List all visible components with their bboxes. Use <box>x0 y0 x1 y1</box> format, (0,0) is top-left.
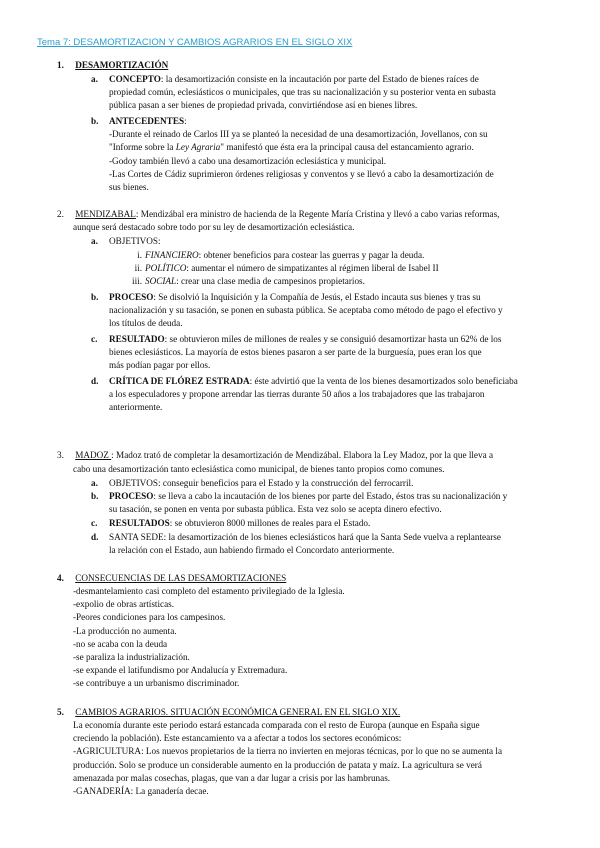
text-line: : se lleva a cabo la incautación de los bienes por parte del Estado, éstos tras su nacionalización y <box>153 491 508 501</box>
list-item: -desmantelamiento casi completo del estamento privilegiado de la Iglesia. <box>73 586 345 596</box>
text-line: la relación con el Estado, aun habiendo firmado el Concordato anteriormente. <box>109 545 395 556</box>
section-heading: MENDIZABAL <box>75 209 136 219</box>
s3-santa-sede <box>109 531 501 557</box>
text-part: " manifestó que ésta era la principal causa del estancamiento agrario. <box>220 142 474 153</box>
section-heading: MADOZ <box>75 450 112 460</box>
item-marker: a. <box>91 236 98 246</box>
section-5 <box>57 706 400 719</box>
text-line: : La ganadería decae. <box>130 786 209 797</box>
item-label: PROCESO <box>109 292 154 302</box>
subitem-label: POLÍTICO <box>145 263 187 274</box>
text-line: nacionalización y su tasación, se ponen en subasta pública. Se aceptaba como método de pago el efectivo y <box>109 305 503 316</box>
text-line: : obtener beneficios para costear las guerras y pagar la deuda. <box>198 250 425 260</box>
list-item: -se expande el latifundismo por Andalucía y Extremadura. <box>73 665 288 676</box>
section-3 <box>57 449 493 462</box>
s3-item-a-marker <box>91 477 98 490</box>
text-line: : se obtuvieron 8000 millones de reales para el Estado. <box>169 518 371 528</box>
subitem-label: SOCIAL <box>145 276 177 287</box>
text-part: Ley Agraria <box>175 142 221 153</box>
s2-item-b-marker <box>91 291 98 304</box>
text-line: : crear una clase media de campesinos propietarios. <box>176 276 365 287</box>
text-line: La economía durante este periodo estará estancada comparada con el resto de Europa (aunque en España sigue <box>73 720 480 730</box>
s2-resultado <box>109 333 501 373</box>
subitem-marker: i. <box>137 250 142 260</box>
s5-body <box>73 719 502 798</box>
list-item: -no se acaba con la deuda <box>73 638 168 649</box>
item-marker: a. <box>91 74 98 84</box>
list-item: -Peores condiciones para los campesinos. <box>73 612 226 623</box>
section-2 <box>57 208 499 221</box>
section-4 <box>57 572 286 585</box>
text-line: más podían pagar por ellos. <box>109 360 211 371</box>
item-label: OBJETIVOS <box>109 236 159 246</box>
text-line: sus bienes. <box>109 182 149 193</box>
text-line: : Se disolvió la Inquisición y la Compañía de Jesús, el Estado incauta sus bienes y tras su <box>153 292 481 302</box>
item-label: RESULTADO <box>109 334 165 344</box>
item-label: OBJETIVOS <box>109 478 159 488</box>
item-label: PROCESO <box>109 491 154 501</box>
s3-intro <box>73 463 444 476</box>
text-line: a los especuladores y propone arrendar las tierras durante 50 años a los trabajadores que las trabajaron <box>109 389 485 400</box>
s2-item-a-marker <box>91 235 98 248</box>
text-line: : la desamortización consiste en la incautación por parte del Estado de bienes raíces de <box>160 74 479 84</box>
s4-list <box>73 585 345 691</box>
text-line: creciendo la población). Este estancamiento va a afectar a todos los sectores económicos: <box>73 733 402 744</box>
text-line: : <box>184 116 187 126</box>
list-item: -La producción no aumenta. <box>73 625 177 636</box>
text-line: : conseguir beneficios para el Estado y la construcción del ferrocarril. <box>158 478 414 488</box>
text-line: -Godoy también llevó a cabo una desamortización eclesiástica y municipal. <box>109 155 387 166</box>
text-line: producción. Solo se produce un considerable aumento en la producción de patata y maíz. La agricultura se verá <box>73 759 482 770</box>
s3-resultados <box>109 517 370 530</box>
section-heading: DESAMORTIZACIÓN <box>75 60 169 70</box>
s2-intro <box>73 221 354 234</box>
s2-proceso <box>109 291 503 331</box>
section-1 <box>57 59 168 72</box>
section-number: 2. <box>57 209 64 219</box>
text-line: amenazada por malas cosechas, plagas, que van a dar lugar a crisis por las hambrunas. <box>73 772 391 783</box>
s2-objetivos <box>109 235 161 248</box>
item-marker: d. <box>91 376 99 386</box>
s1-concepto <box>109 73 496 113</box>
subitem-marker: iii. <box>132 276 142 287</box>
item-marker: b. <box>91 116 99 126</box>
text-line: su tasación, se ponen en venta por subasta pública. Esta vez solo se acepta dinero efectivo. <box>109 504 442 515</box>
s1-item-b <box>91 115 98 128</box>
text-line: anteriormente. <box>109 402 163 413</box>
section-number: 3. <box>57 450 64 460</box>
list-item: -se paraliza la industrialización. <box>73 652 190 663</box>
item-marker: c. <box>91 518 98 528</box>
s3-item-c-marker <box>91 517 97 530</box>
section-heading: CAMBIOS AGRARIOS. SITUACIÓN ECONÓMICA GENERAL EN EL SIGLO XIX. <box>75 707 401 717</box>
item-label: SANTA SEDE <box>109 532 164 542</box>
item-marker: b. <box>91 292 99 302</box>
text-line: -Las Cortes de Cádiz suprimieron órdenes religiosas y conventos y se llevó a cabo la desamortización de <box>109 168 494 179</box>
text-line: -Durante el reinado de Carlos III ya se planteó la necesidad de una desamortización, Jovellanos, con su <box>109 129 488 140</box>
s2-item-c-marker <box>91 333 97 346</box>
item-marker: d. <box>91 532 99 542</box>
s3-objetivos <box>109 477 413 490</box>
text-line: : éste advirtió que la venta de los bienes desamortizados solo beneficiaba <box>249 376 518 386</box>
s1-item-a <box>91 73 98 86</box>
text-line: aunque será destacado sobre todo por su ley de desamortización eclesiástica. <box>73 222 355 232</box>
section-number: 4. <box>57 573 64 583</box>
list-item: -expolio de obras artísticas. <box>73 599 175 610</box>
item-marker: c. <box>91 334 98 344</box>
text-line: propiedad común, eclesiásticos o municipales, que tras su nacionalización y su posterior venta en subasta <box>109 87 496 98</box>
text-line: pública pasan a ser bienes de propiedad privada, convirtiéndose así en bienes libres. <box>109 100 418 111</box>
text-line: bienes eclesiásticos. La mayoría de estos bienes pasaron a ser parte de la burguesía, pues eran los que <box>109 347 482 358</box>
item-marker: b. <box>91 491 99 501</box>
text-line: cabo una desamortización tanto eclesiástica como municipal, de bienes tanto propios como comunes. <box>73 464 445 474</box>
item-label: CRÍTICA DE FLÓREZ ESTRADA <box>109 376 250 386</box>
text-line: : se obtuvieron miles de millones de reales y se consiguió desamortizar hasta un 62% de los <box>164 334 502 344</box>
text-line: : Los nuevos propietarios de la tierra no invierten en mejoras técnicas, por lo que no se aumenta la <box>141 746 503 757</box>
section-heading: CONSECUENCIAS DE LAS DESAMORTIZACIONES <box>75 573 287 583</box>
subitem-marker: ii. <box>134 263 142 274</box>
item-label: -AGRICULTURA <box>73 746 142 757</box>
text-line: : la desamortización de los bienes eclesiásticos hará que la Santa Sede vuelva a replantearse <box>163 532 501 542</box>
text-part: "Informe sobre la <box>109 142 176 153</box>
section-number: 5. <box>57 707 64 717</box>
s3-proceso <box>109 490 507 516</box>
item-marker: a. <box>91 478 98 488</box>
s3-item-b-marker <box>91 490 98 503</box>
item-label: RESULTADOS <box>109 518 170 528</box>
section-number: 1. <box>57 60 64 70</box>
text-line: : aumentar el número de simpatizantes al régimen liberal de Isabel II <box>186 263 439 274</box>
item-label: ANTECEDENTES <box>109 116 185 126</box>
s2-item-d-marker <box>91 375 98 388</box>
text-line: : <box>158 236 161 246</box>
text-line: los títulos de deuda. <box>109 318 183 329</box>
page-title[interactable]: Tema 7: DESAMORTIZACION Y CAMBIOS AGRARIOS EN EL SIGLO XIX <box>37 37 353 48</box>
item-label: CONCEPTO <box>109 74 161 84</box>
s2-critica <box>109 375 518 415</box>
s1-antecedentes <box>109 115 494 194</box>
item-label: -GANADERÍA <box>73 786 131 797</box>
text-line: : Madoz trató de completar la desamortización de Mendizábal. Elabora la Ley Madoz, por la que lleva a <box>111 450 494 460</box>
s3-item-d-marker <box>91 531 98 544</box>
list-item: -se contribuye a un urbanismo discriminador. <box>73 678 240 689</box>
text-line: : Mendizábal era ministro de hacienda de la Regente María Cristina y llevó a cabo varias reformas, <box>135 209 500 219</box>
subitem-label: FINANCIERO <box>145 250 199 260</box>
